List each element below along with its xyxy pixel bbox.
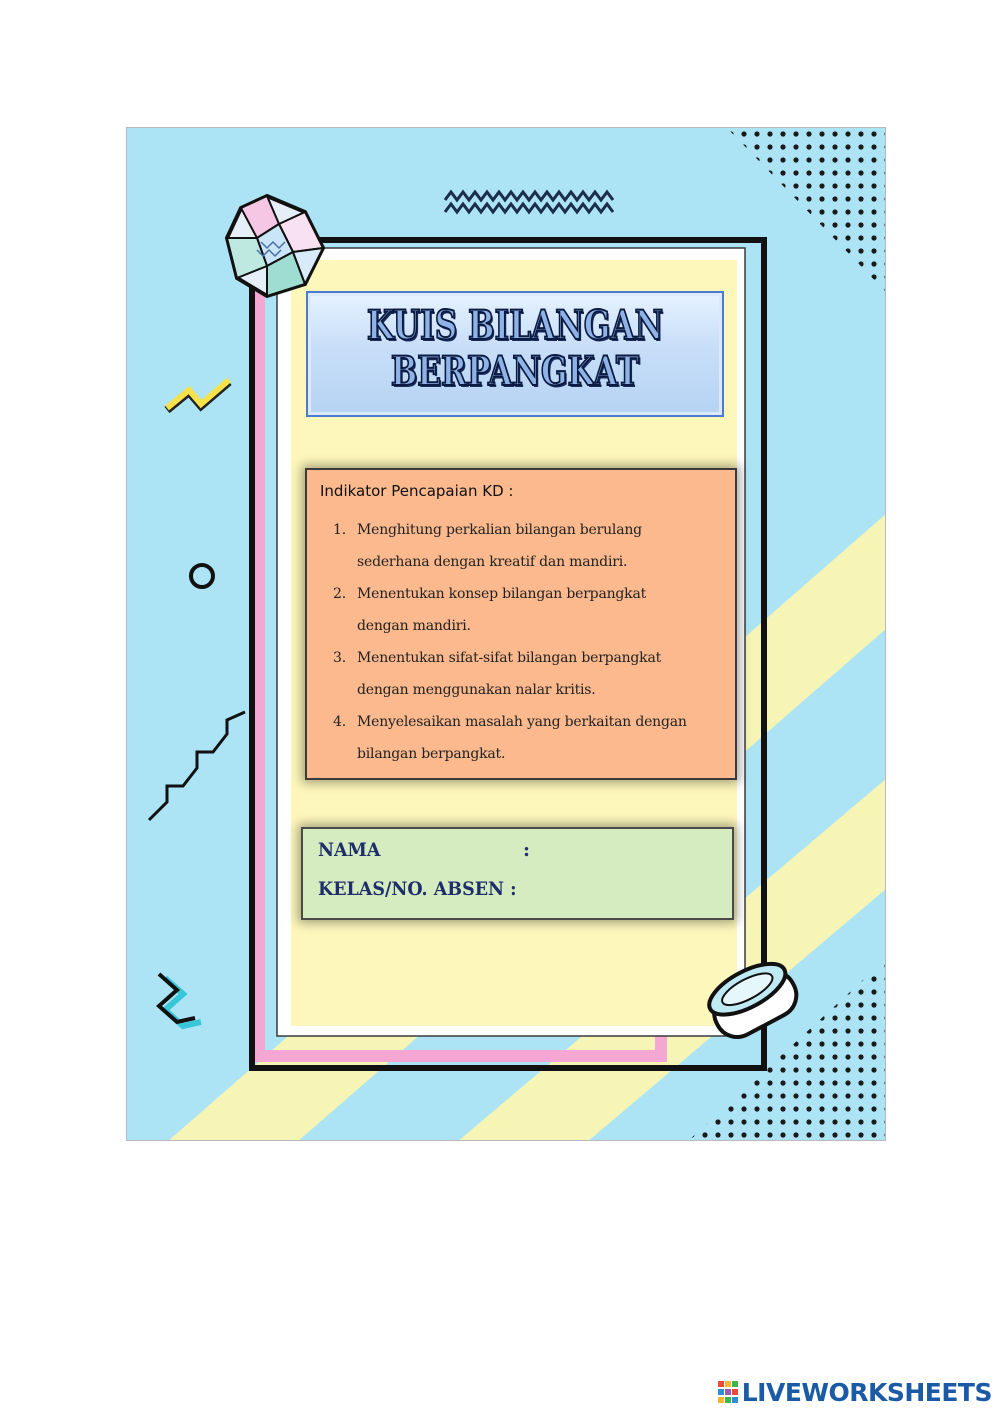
indicator-item (327, 642, 727, 706)
indicator-item (327, 578, 727, 642)
indicator-item-text: bilangan berpangkat. (357, 746, 506, 762)
zigzag-line-icon (149, 712, 245, 820)
liveworksheets-logo-icon (718, 1381, 738, 1403)
indicator-item (327, 706, 727, 770)
title-line-2: BERPANGKAT (390, 348, 640, 395)
indicator-item-text: dengan mandiri. (357, 618, 471, 634)
footer-brand[interactable] (718, 1377, 992, 1407)
title-banner (306, 291, 724, 417)
name-label: NAMA (318, 839, 381, 861)
indicator-item-text: Menghitung perkalian bilangan berulang (357, 522, 642, 538)
indicator-item-number: 3. (333, 650, 346, 666)
indicator-list (327, 514, 727, 770)
name-colon: : (523, 839, 531, 861)
indicator-item-text: Menyelesaikan masalah yang berkaitan dengan (357, 714, 687, 730)
indicator-item-number: 1. (333, 522, 346, 538)
indicator-item-text: sederhana dengan kreatif dan mandiri. (357, 554, 628, 570)
title-line-1: KUIS BILANGAN (366, 302, 664, 349)
indicator-box (305, 468, 737, 780)
class-label: KELAS/NO. ABSEN : (318, 878, 517, 900)
indicator-item-text: Menentukan konsep bilangan berpangkat (357, 586, 647, 602)
polyhedron-icon (227, 196, 323, 296)
indicator-heading: Indikator Pencapaian KD : (320, 482, 514, 500)
circle-icon (191, 565, 213, 587)
indicator-item-number: 4. (333, 714, 346, 730)
indicator-item-text: Menentukan sifat-sifat bilangan berpangkat (357, 650, 662, 666)
student-info-box (301, 827, 734, 920)
zigzag-top (445, 192, 613, 212)
indicator-item-number: 2. (333, 586, 346, 602)
indicator-item-text: dengan menggunakan nalar kritis. (357, 682, 596, 698)
footer-brand-text: LIVEWORKSHEETS (741, 1377, 992, 1407)
indicator-item (327, 514, 727, 578)
